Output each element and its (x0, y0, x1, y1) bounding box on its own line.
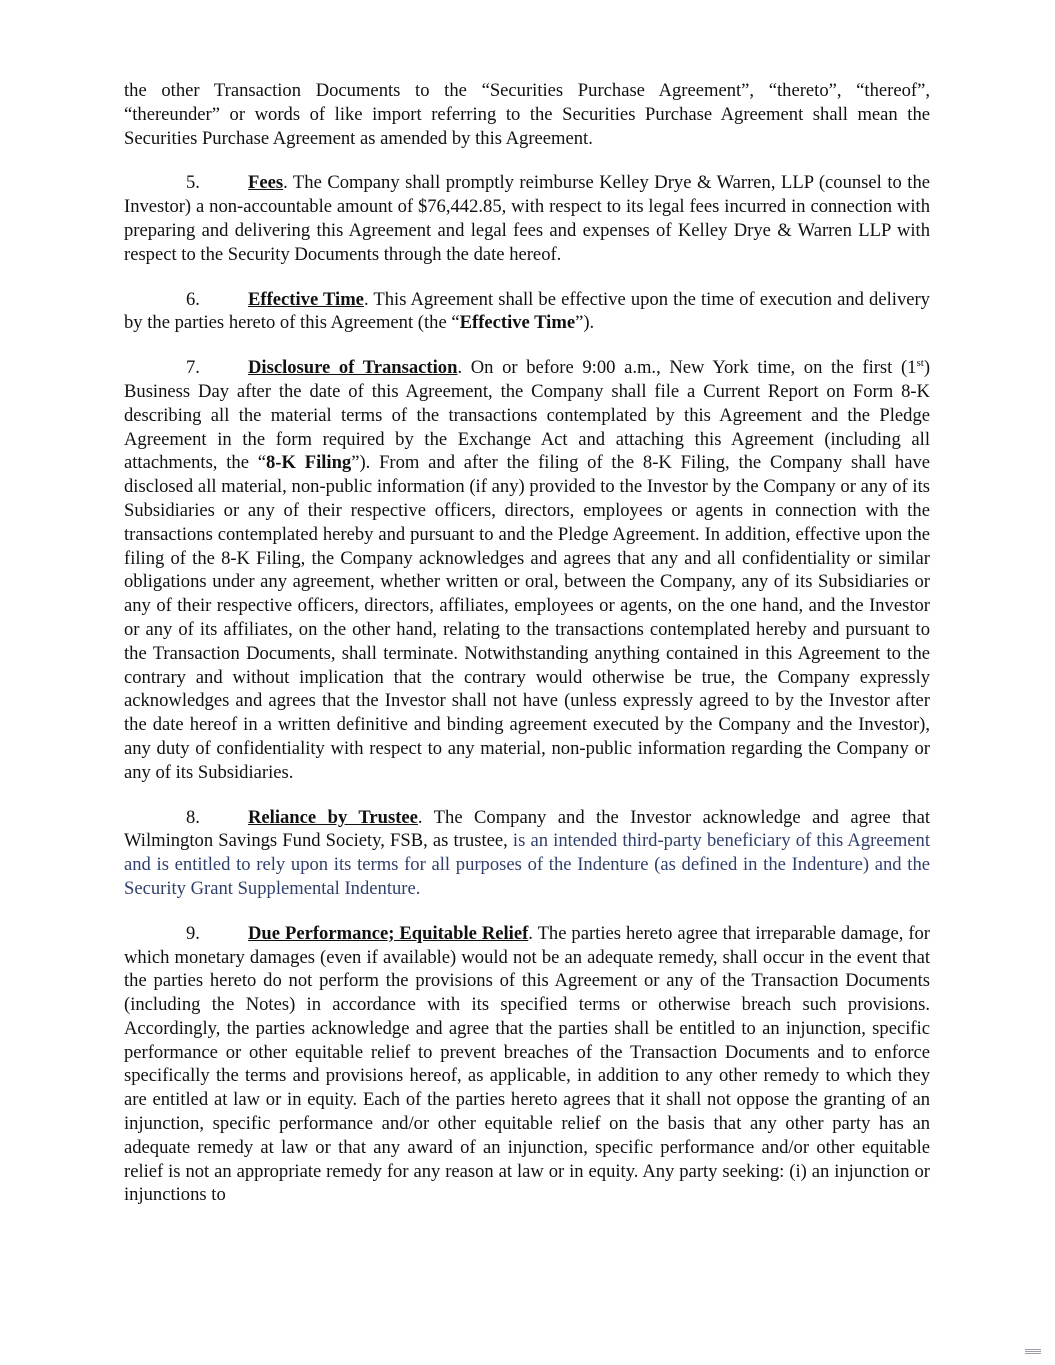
section-text: . This Agreement shall be effective upon the time of execution and delivery by the parties hereto of this Agreement (the “ (124, 288, 930, 334)
intro-text: the other Transaction Documents to the “Securities Purchase Agreement”, “thereto”, “thereof”, “thereunder” or words of like import referring to the Securities Purchase Agreement shall mean the Securities Purchase Agreement as amended by this Agreement. (124, 80, 930, 149)
defined-term: 8-K Filing (265, 452, 352, 474)
section-heading: Effective Time (248, 288, 364, 310)
section-5-fees (124, 171, 930, 266)
defined-term: Effective Time (459, 312, 576, 334)
section-number: 5. (186, 172, 200, 194)
trustee-beneficiary-text: is an intended third-party beneficiary of this Agreement and is entitled to rely upon its terms for all purposes of the Indenture (as defined in the Indenture) and the Security Grant Supplemental Indenture. (124, 830, 930, 899)
section-number: 6. (186, 288, 200, 310)
section-heading: Disclosure of Transaction (248, 357, 458, 379)
section-7-disclosure (124, 356, 930, 784)
section-text: . The Company and the Investor acknowledge and agree that Wilmington Savings Fund Society, FSB, as trustee, (124, 806, 930, 852)
section-heading: Due Performance; Equitable Relief (248, 922, 529, 944)
section-number: 9. (186, 922, 200, 944)
section-text: ”). (575, 312, 595, 334)
section-6-effective-time (124, 288, 930, 336)
section-heading: Fees (248, 172, 284, 194)
section-text: ) Business Day after the date of this Agreement, the Company shall file a Current Report on Form 8-K describing all the material terms of the transactions contemplated by this Agreement and the Pledge Agreement in the form required by the Exchange Act and attaching this Agreement (including all attachments, the “ (124, 357, 931, 474)
footer-doc-marker (1025, 1349, 1041, 1355)
section-text: . On or before 9:00 a.m., New York time, on the first (1 (457, 357, 917, 379)
section-8-reliance (124, 806, 930, 901)
section-number: 7. (186, 357, 200, 379)
section-text: . The parties hereto agree that irreparable damage, for which monetary damages (even if available) would not be an adequate remedy, shall occur in the event that the parties hereto do not perform the provisions of this Agreement or any of the Transaction Documents (including the Notes) in accordance with its specified terms or otherwise breach such provisions. Accordingly, the parties acknowledge and agree that the parties shall be entitled to an injunction, specific performance or other equitable relief to prevent breaches of the Transaction Documents and to enforce specifically the terms and provisions hereof, as applicable, in addition to any other remedy to which they are entitled at law or in equity. Each of the parties hereto agrees that it shall not oppose the granting of an injunction, specific performance and/or other equitable relief on the basis that any other party has an adequate remedy at law or that any award of an injunction, specific performance and/or other equitable relief is not an appropriate remedy for any reason at law or in equity. Any party seeking: (i) an injunction or injunctions to (124, 922, 930, 1206)
section-heading: Reliance by Trustee (248, 806, 418, 828)
section-9-due-performance (124, 922, 930, 1208)
section-text: ”). From and after the filing of the 8-K Filing, the Company shall have disclosed all material, non-public information (if any) provided to the Investor by the Company or any of its Subsidiaries or any of their respective officers, directors, employees or agents in connection with the transactions contemplated hereby and pursuant to and the Pledge Agreement. In addition, effective upon the filing of the 8-K Filing, the Company acknowledges and agrees that any and all confidentiality or similar obligations under any agreement, whether written or oral, between the Company, any of its Subsidiaries or any of their respective officers, directors, affiliates, employees or agents, on the one hand, and the Investor or any of its affiliates, on the other hand, relating to the transactions contemplated hereby and pursuant to the Transaction Documents, shall terminate. Notwithstanding anything contained in this Agreement to the contrary and without implication that the contrary would otherwise be true, the Company expressly acknowledges and agrees that the Investor shall not have (unless expressly agreed to by the Investor after the date hereof in a written definitive and binding agreement executed by the Company and the Investor), any duty of confidentiality with respect to any material, non-public information regarding the Company or any of its Subsidiaries. (124, 452, 931, 783)
intro-paragraph (124, 79, 930, 150)
document-page (124, 79, 930, 1207)
section-number: 8. (186, 806, 200, 828)
section-text: . The Company shall promptly reimburse Kelley Drye & Warren, LLP (counsel to the Investor) a non-accountable amount of $76,442.85, with respect to its legal fees incurred in connection with preparing and delivering this Agreement and legal fees and expenses of Kelley Drye & Warren LLP with respect to the Security Documents through the date hereof. (124, 172, 930, 265)
ordinal-superscript: st (916, 356, 924, 369)
